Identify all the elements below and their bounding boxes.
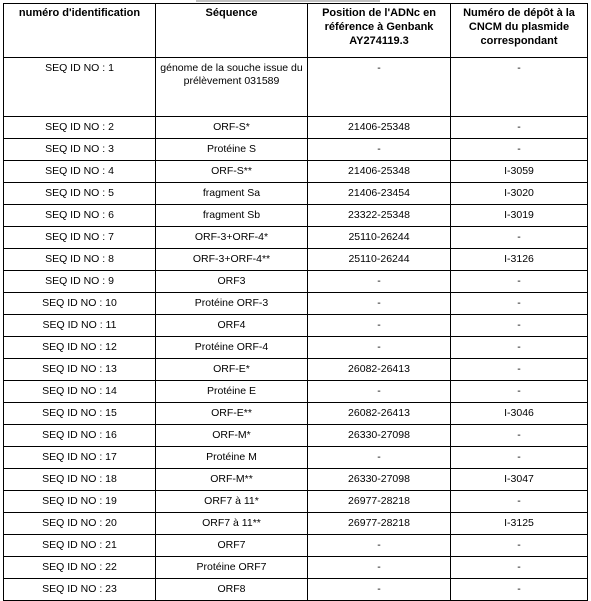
cell-deposit: - <box>451 557 588 579</box>
table-row <box>4 491 588 513</box>
table-row <box>4 469 588 491</box>
sequence-table <box>3 3 588 601</box>
cell-position: - <box>308 535 451 557</box>
header-deposit: Numéro de dépôt à la CNCM du plasmide correspondant <box>451 4 588 58</box>
cell-deposit: - <box>451 315 588 337</box>
header-id: numéro d'identification <box>4 4 156 58</box>
cell-sequence: ORF-S* <box>156 117 308 139</box>
cell-deposit: I-3020 <box>451 183 588 205</box>
header-sequence: Séquence <box>156 4 308 58</box>
cell-position: 26330-27098 <box>308 425 451 447</box>
cell-deposit: I-3125 <box>451 513 588 535</box>
cell-sequence: ORF-E** <box>156 403 308 425</box>
table-row <box>4 249 588 271</box>
cell-position: 26977-28218 <box>308 513 451 535</box>
cell-position: 26330-27098 <box>308 469 451 491</box>
cell-sequence: ORF-S** <box>156 161 308 183</box>
cell-id: SEQ ID NO : 12 <box>4 337 156 359</box>
cell-position: - <box>308 579 451 601</box>
cell-sequence: ORF-3+ORF-4* <box>156 227 308 249</box>
table-body <box>4 58 588 601</box>
cell-deposit: - <box>451 227 588 249</box>
cell-position: 26082-26413 <box>308 403 451 425</box>
cell-deposit: - <box>451 337 588 359</box>
cell-id: SEQ ID NO : 6 <box>4 205 156 227</box>
table-row <box>4 359 588 381</box>
cell-position: - <box>308 447 451 469</box>
cell-id: SEQ ID NO : 15 <box>4 403 156 425</box>
cell-sequence: Protéine M <box>156 447 308 469</box>
cell-sequence: ORF7 à 11** <box>156 513 308 535</box>
cell-position: 25110-26244 <box>308 249 451 271</box>
cell-sequence: Protéine ORF-3 <box>156 293 308 315</box>
cell-deposit: - <box>451 271 588 293</box>
cell-deposit: - <box>451 293 588 315</box>
cell-deposit: I-3126 <box>451 249 588 271</box>
cell-sequence: Protéine S <box>156 139 308 161</box>
cell-position: 25110-26244 <box>308 227 451 249</box>
cell-position: 23322-25348 <box>308 205 451 227</box>
cell-deposit: - <box>451 425 588 447</box>
cell-id: SEQ ID NO : 7 <box>4 227 156 249</box>
cell-deposit: I-3019 <box>451 205 588 227</box>
table-row <box>4 557 588 579</box>
cell-sequence: ORF-M* <box>156 425 308 447</box>
cell-deposit: - <box>451 381 588 403</box>
cell-deposit: - <box>451 535 588 557</box>
table-row <box>4 205 588 227</box>
table-row <box>4 337 588 359</box>
cell-sequence: ORF-M** <box>156 469 308 491</box>
cell-id: SEQ ID NO : 21 <box>4 535 156 557</box>
cell-sequence: ORF3 <box>156 271 308 293</box>
cell-id: SEQ ID NO : 20 <box>4 513 156 535</box>
cell-position: - <box>308 139 451 161</box>
cell-id: SEQ ID NO : 17 <box>4 447 156 469</box>
cell-position: 26977-28218 <box>308 491 451 513</box>
table-row <box>4 425 588 447</box>
cell-sequence: Protéine E <box>156 381 308 403</box>
cell-deposit: - <box>451 117 588 139</box>
cell-deposit: - <box>451 58 588 117</box>
cell-position: - <box>308 381 451 403</box>
table-row <box>4 447 588 469</box>
cell-id: SEQ ID NO : 5 <box>4 183 156 205</box>
cell-sequence: génome de la souche issue du prélèvement 031589 <box>156 58 308 117</box>
table-row <box>4 513 588 535</box>
cell-id: SEQ ID NO : 10 <box>4 293 156 315</box>
cell-id: SEQ ID NO : 16 <box>4 425 156 447</box>
table-row <box>4 161 588 183</box>
cell-id: SEQ ID NO : 18 <box>4 469 156 491</box>
cell-sequence: ORF7 à 11* <box>156 491 308 513</box>
table-row <box>4 535 588 557</box>
table-row <box>4 139 588 161</box>
table-row <box>4 183 588 205</box>
cell-id: SEQ ID NO : 4 <box>4 161 156 183</box>
cell-id: SEQ ID NO : 13 <box>4 359 156 381</box>
cell-sequence: ORF-3+ORF-4** <box>156 249 308 271</box>
cell-position: - <box>308 271 451 293</box>
cell-sequence: fragment Sb <box>156 205 308 227</box>
table-row <box>4 579 588 601</box>
cell-id: SEQ ID NO : 8 <box>4 249 156 271</box>
table-row <box>4 293 588 315</box>
cell-sequence: ORF-E* <box>156 359 308 381</box>
cell-id: SEQ ID NO : 3 <box>4 139 156 161</box>
cell-position: 21406-23454 <box>308 183 451 205</box>
table-row <box>4 381 588 403</box>
header-row <box>4 4 588 58</box>
cell-deposit: I-3059 <box>451 161 588 183</box>
cell-deposit: - <box>451 447 588 469</box>
cell-deposit: - <box>451 139 588 161</box>
table-row <box>4 227 588 249</box>
cell-position: - <box>308 58 451 117</box>
cell-sequence: Protéine ORF-4 <box>156 337 308 359</box>
cell-position: - <box>308 557 451 579</box>
header-position: Position de l'ADNc en référence à Genbank AY274119.3 <box>308 4 451 58</box>
table-row <box>4 58 588 117</box>
table-header <box>4 4 588 58</box>
table-row <box>4 271 588 293</box>
cell-position: - <box>308 293 451 315</box>
cell-id: SEQ ID NO : 22 <box>4 557 156 579</box>
cell-deposit: - <box>451 491 588 513</box>
cell-sequence: fragment Sa <box>156 183 308 205</box>
table-row <box>4 117 588 139</box>
cell-position: 21406-25348 <box>308 161 451 183</box>
cell-sequence: ORF7 <box>156 535 308 557</box>
top-edge-artifact <box>196 0 380 2</box>
cell-id: SEQ ID NO : 1 <box>4 58 156 117</box>
cell-position: 26082-26413 <box>308 359 451 381</box>
cell-id: SEQ ID NO : 19 <box>4 491 156 513</box>
cell-id: SEQ ID NO : 14 <box>4 381 156 403</box>
cell-sequence: ORF4 <box>156 315 308 337</box>
cell-position: - <box>308 337 451 359</box>
cell-deposit: - <box>451 359 588 381</box>
cell-deposit: I-3047 <box>451 469 588 491</box>
cell-id: SEQ ID NO : 23 <box>4 579 156 601</box>
cell-id: SEQ ID NO : 9 <box>4 271 156 293</box>
cell-id: SEQ ID NO : 11 <box>4 315 156 337</box>
table-row <box>4 315 588 337</box>
table-row <box>4 403 588 425</box>
cell-sequence: Protéine ORF7 <box>156 557 308 579</box>
cell-sequence: ORF8 <box>156 579 308 601</box>
cell-id: SEQ ID NO : 2 <box>4 117 156 139</box>
cell-position: 21406-25348 <box>308 117 451 139</box>
cell-position: - <box>308 315 451 337</box>
cell-deposit: - <box>451 579 588 601</box>
cell-deposit: I-3046 <box>451 403 588 425</box>
